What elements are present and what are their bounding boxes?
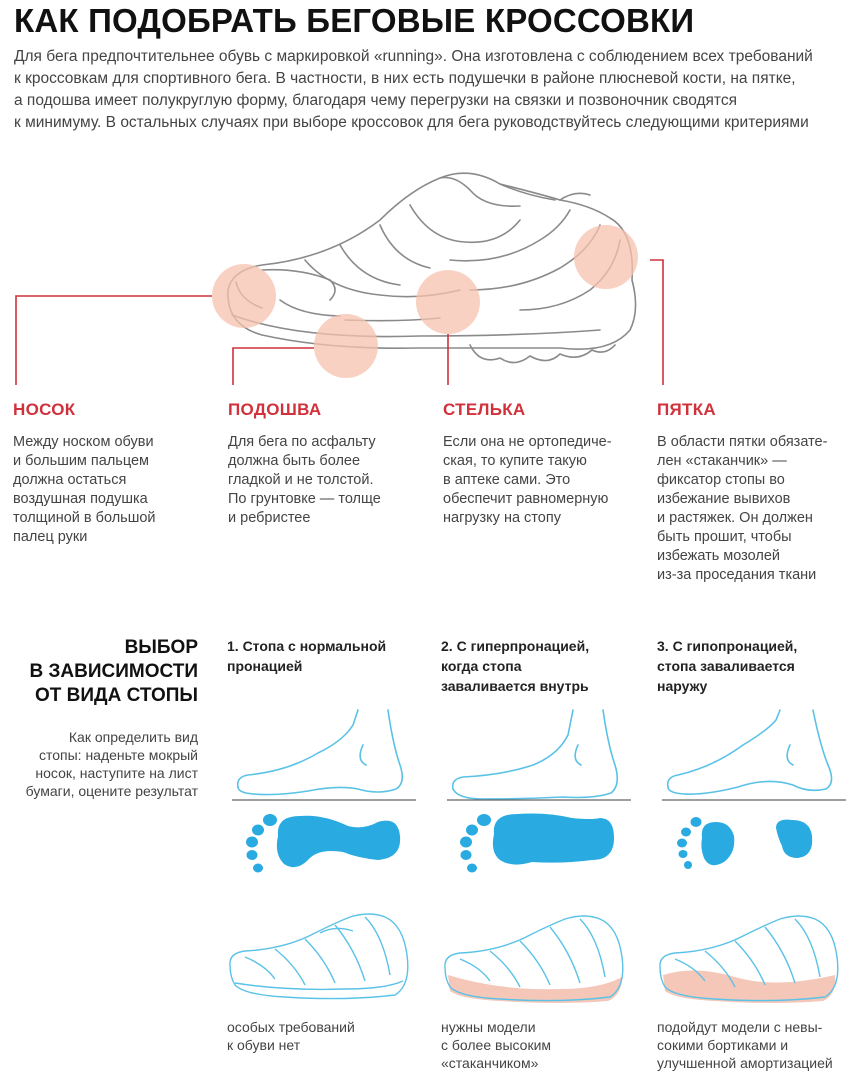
section-title-line: В ЗАВИСИМОСТИ: [29, 661, 198, 682]
note-line: с более высоким: [441, 1037, 552, 1053]
footprint-hyper: [452, 808, 622, 878]
criterion-line: и растяжек. Он должен: [657, 510, 813, 526]
criterion-line: в аптеке сами. Это: [443, 472, 571, 488]
criterion-line: из-за проседания ткани: [657, 567, 817, 583]
hint-line: бумаги, оцените результат: [25, 783, 198, 799]
criterion-line: толщиной в большой: [13, 510, 156, 526]
foot-type-note-hypo: [657, 1018, 833, 1072]
note-line: «стаканчиком»: [441, 1055, 539, 1071]
criterion-line: Если она не ортопедиче-: [443, 434, 612, 450]
hint-line: стопы: наденьте мокрый: [38, 747, 198, 763]
sneaker-normal: [225, 905, 415, 1010]
foot-type-heading-normal: [227, 636, 386, 676]
criterion-line: Между носком обуви: [13, 434, 154, 450]
criterion-line: нагрузку на стопу: [443, 510, 561, 526]
foot-profile-hypo: [658, 705, 848, 805]
foot-profile-normal: [228, 705, 418, 805]
criterion-text: [13, 433, 213, 547]
intro-paragraph: [14, 46, 844, 134]
criterion-title: ПОДОШВА: [228, 400, 322, 419]
criterion-heel: [657, 400, 852, 585]
intro-line: к кроссовкам для спортивного бега. В частности, в них есть подушечки в районе плюсневой кости, на пятке,: [14, 70, 796, 87]
heading-line: 3. С гипопронацией,: [657, 638, 798, 654]
heading-line: пронацией: [227, 658, 303, 674]
criterion-line: избежание вывихов: [657, 491, 791, 507]
heading-line: стопа заваливается: [657, 658, 795, 674]
heading-line: наружу: [657, 678, 708, 694]
foot-type-heading-hypo: [657, 636, 797, 696]
hero-shoe-illustration: [0, 150, 857, 390]
sneaker-hyper: [440, 905, 630, 1010]
criterion-text: [443, 433, 643, 528]
criterion-title: ПЯТКА: [657, 400, 716, 419]
criterion-text: [228, 433, 428, 528]
intro-line: а подошва имеет полукруглую форму, благодаря чему перегрузки на связки и позвоночник сводятся: [14, 92, 737, 109]
note-line: улучшенной амортизацией: [657, 1055, 833, 1071]
heading-line: 2. С гиперпронацией,: [441, 638, 590, 654]
page-title: КАК ПОДОБРАТЬ БЕГОВЫЕ КРОССОВКИ: [14, 2, 695, 39]
criterion-line: В области пятки обязате-: [657, 434, 828, 450]
criterion-text: [657, 433, 852, 585]
intro-line: Для бега предпочтительнее обувь с маркировкой «running». Она изготовлена с соблюдением всех требований: [14, 48, 813, 65]
criterion-line: воздушная подушка: [13, 491, 148, 507]
criterion-line: фиксатор стопы во: [657, 472, 785, 488]
heading-line: заваливается внутрь: [441, 678, 589, 694]
criterion-line: и ребристее: [228, 510, 311, 526]
foot-type-note-normal: [227, 1018, 355, 1054]
hint-line: Как определить вид: [68, 729, 198, 745]
criterion-line: должна остаться: [13, 472, 127, 488]
foot-profile-hyper: [443, 705, 633, 805]
note-line: подойдут модели с невы-: [657, 1019, 823, 1035]
foot-type-section-title: [30, 636, 199, 708]
criterion-line: должна быть более: [228, 453, 361, 469]
section-title-line: ВЫБОР: [124, 637, 198, 658]
hint-line: носок, наступите на лист: [35, 765, 198, 781]
criterion-sole: [228, 400, 428, 528]
footprint-normal: [238, 808, 408, 878]
criterion-line: избежать мозолей: [657, 548, 781, 564]
criterion-title: СТЕЛЬКА: [443, 400, 526, 419]
criterion-toe: [13, 400, 213, 547]
foot-type-hint: [26, 728, 198, 800]
sneaker-hypo: [655, 905, 845, 1010]
note-line: к обуви нет: [227, 1037, 301, 1053]
criterion-title: НОСОК: [13, 400, 76, 419]
heading-line: 1. Стопа с нормальной: [227, 638, 387, 654]
criterion-line: обеспечит равномерную: [443, 491, 609, 507]
criterion-line: По грунтовке — толще: [228, 491, 381, 507]
criterion-line: палец руки: [13, 529, 88, 545]
note-line: особых требований: [227, 1019, 355, 1035]
criterion-insole: [443, 400, 643, 528]
foot-type-note-hyper: [441, 1018, 551, 1072]
criterion-line: и большим пальцем: [13, 453, 150, 469]
footprint-hypo: [672, 808, 842, 878]
criterion-line: быть прошит, чтобы: [657, 529, 792, 545]
criterion-line: лен «стаканчик» —: [657, 453, 787, 469]
criterion-line: ская, то купите такую: [443, 453, 587, 469]
note-line: сокими бортиками и: [657, 1037, 789, 1053]
criterion-line: гладкой и не толстой.: [228, 472, 374, 488]
foot-type-heading-hyper: [441, 636, 589, 696]
heading-line: когда стопа: [441, 658, 522, 674]
section-title-line: ОТ ВИДА СТОПЫ: [35, 685, 198, 706]
criterion-line: Для бега по асфальту: [228, 434, 376, 450]
note-line: нужны модели: [441, 1019, 536, 1035]
intro-line: к минимуму. В остальных случаях при выборе кроссовок для бега руководствуйтесь следующими критериями: [14, 114, 809, 131]
